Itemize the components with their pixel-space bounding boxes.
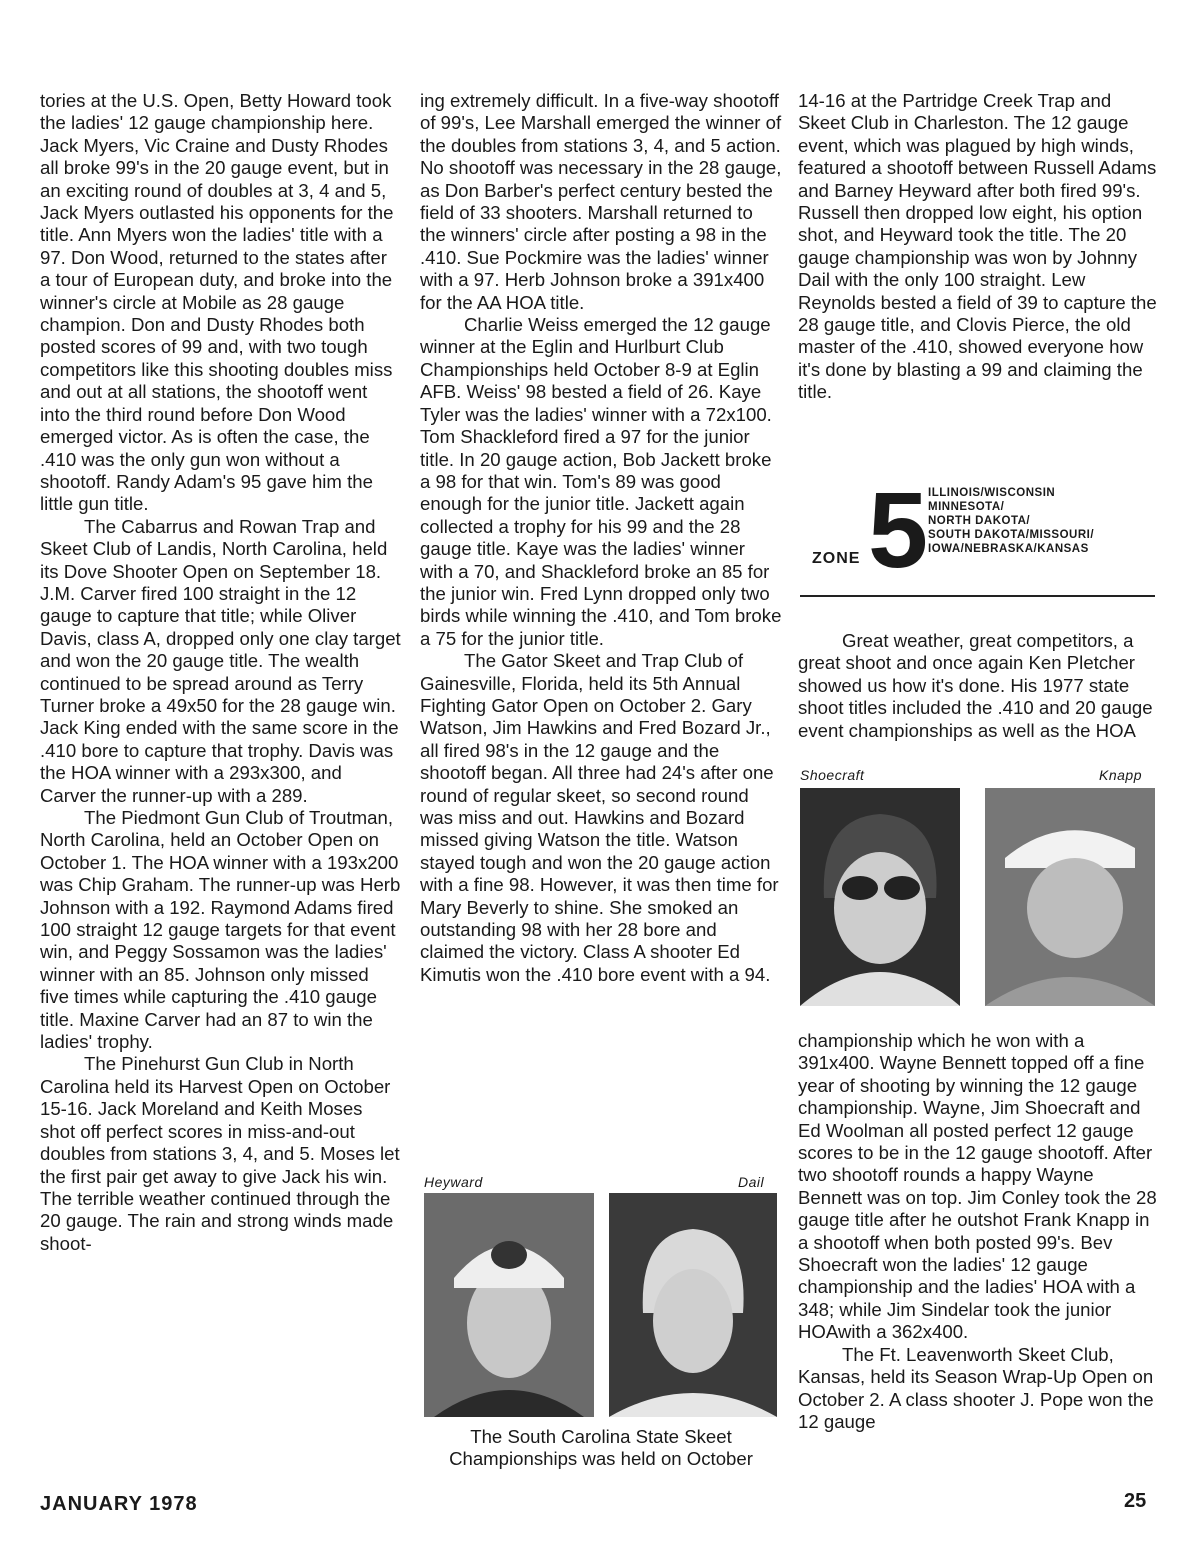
- photo-caption-sc: The South Carolina State Skeet Championships was held on October: [449, 1426, 753, 1470]
- paragraph: championship which he won with a 391x400. Wayne Bennett topped off a fine year of shooting by winning the 12 gauge championship. Wayne, Jim Shoecraft and Ed Woolman all posted perfect 12 gauge scores to be in the 12 gauge shootoff. After two shootoff rounds a happy Wayne Bennett was on top. Jim Conley took the 28 gauge title after he outshot Frank Knapp in a shootoff when both posted 99's. Bev Shoecraft won the ladies' 12 gauge championship and the ladies' HOA with a 348; while Jim Sindelar took the junior HOAwith a 362x400.: [798, 1030, 1157, 1343]
- paragraph: The Gator Skeet and Trap Club of Gainesville, Florida, held its 5th Annual Fighting Gator Open on October 2. Gary Watson, Jim Hawkins and Fred Bozard Jr., all fired 98's in the 12 gauge and the shootoff began. All three had 24's after one round of regular skeet, so second round was miss and out. Hawkins and Bozard missed giving Watson the title. Watson stayed tough and won the 20 gauge action with a fine 98. However, it was then time for Mary Beverly to shine. She smoked an outstanding 98 with her 28 bore and claimed the victory. Class A shooter Ed Kimutis won the .410 bore event with a 94.: [420, 650, 779, 985]
- column-3-bottom: [798, 1030, 1160, 1433]
- zone-state-line: SOUTH DAKOTA/MISSOURI/: [928, 529, 1095, 541]
- zone-state-line: ILLINOIS/WISCONSIN: [928, 487, 1056, 499]
- photo-label-shoecraft: Shoecraft: [800, 767, 865, 783]
- column-1: [40, 90, 402, 1255]
- column-3-mid: [798, 630, 1160, 742]
- zone-word: ZONE: [812, 550, 861, 567]
- photo-label-knapp: Knapp: [1099, 767, 1142, 783]
- zone-state-line: MINNESOTA/: [928, 501, 1005, 513]
- zone-states: [928, 486, 1094, 556]
- issue-date: JANUARY 1978: [40, 1493, 198, 1515]
- column-3-top: [798, 90, 1160, 404]
- paragraph: The Piedmont Gun Club of Troutman, North Carolina, held an October Open on October 1. The HOA winner with a 193x200 was Chip Graham. The runner-up was Herb Johnson with a 192. Raymond Adams fired 100 straight 12 gauge targets for that event win, and Peggy Sossamon was the ladies' winner with an 85. Johnson only missed five times while capturing the .410 gauge title. Maxine Carver had an 87 to win the ladies' trophy.: [40, 807, 401, 1053]
- zone-state-line: IOWA/NEBRASKA/KANSAS: [928, 543, 1089, 555]
- zone-banner: [800, 469, 1155, 592]
- page-number: 25: [1124, 1490, 1147, 1512]
- photo-label-heyward: Heyward: [424, 1174, 483, 1190]
- zone-number: 5: [868, 469, 929, 590]
- portrait-knapp: [985, 788, 1155, 1006]
- photo-label-dail: Dail: [738, 1174, 765, 1190]
- portrait-heyward: [424, 1193, 594, 1417]
- portrait-dail: [609, 1193, 777, 1417]
- paragraph: The Ft. Leavenworth Skeet Club, Kansas, held its Season Wrap-Up Open on October 2. A class shooter J. Pope won the 12 gauge: [798, 1343, 1154, 1432]
- portrait-shoecraft: [800, 788, 960, 1006]
- paragraph: 14-16 at the Partridge Creek Trap and Skeet Club in Charleston. The 12 gauge event, which was plagued by high winds, featured a shootoff between Russell Adams and Barney Heyward after both fired 99's. Russell then dropped low eight, his option shot, and Heyward took the title. The 20 gauge championship was won by Johnny Dail with the only 100 straight. Lew Reynolds bested a field of 39 to capture the 28 gauge title, and Clovis Pierce, the old master of the .410, showed everyone how it's done by blasting a 99 and claiming the title.: [798, 90, 1157, 403]
- paragraph: ing extremely difficult. In a five-way shootoff of 99's, Lee Marshall emerged the winner of the doubles from stations 3, 4, and 5 action. No shootoff was necessary in the 28 gauge, as Don Barber's perfect century bested the field of 33 shooters. Marshall returned to the winners' circle after posting a 98 in the .410. Sue Pockmire was the ladies' winner with a 97. Herb Johnson broke a 391x400 for the AA HOA title.: [420, 90, 782, 313]
- paragraph: tories at the U.S. Open, Betty Howard took the ladies' 12 gauge championship here. Jack Myers, Vic Craine and Dusty Rhodes all broke 99's in the 20 gauge event, but in an exciting round of doubles at 3, 4 and 5, Jack Myers outlasted his opponents for the title. Ann Myers won the ladies' title with a 97. Don Wood, returned to the states after a tour of European duty, and broke into the winner's circle at Mobile as 28 gauge champion. Don and Dusty Rhodes both posted scores of 99 and, with two tough competitors like this shooting doubles miss and out at all stations, the shootoff went into the third round before Don Wood emerged victor. As is often the case, the .410 was the only gun won without a shootoff. Randy Adam's 95 gave him the little gun title.: [40, 90, 394, 515]
- zone-state-line: NORTH DAKOTA/: [928, 515, 1031, 527]
- photo-heyward: [424, 1193, 594, 1417]
- photo-shoecraft: [800, 788, 960, 1006]
- photo-dail: [609, 1193, 777, 1417]
- paragraph: Charlie Weiss emerged the 12 gauge winner at the Eglin and Hurlburt Club Championships held October 8-9 at Eglin AFB. Weiss' 98 bested a field of 26. Kaye Tyler was the ladies' winner with a 72x100. Tom Shackleford fired a 97 for the junior title. In 20 gauge action, Bob Jackett broke a 98 for that win. Tom's 89 was good enough for the junior title. Jackett again collected a trophy for his 99 and the 28 gauge title. Kaye was the ladies' winner with a 70, and Shackleford broke an 85 for the junior win. Fred Lynn dropped only two birds while winning the .410, and Tom broke a 75 for the junior title.: [420, 314, 782, 649]
- paragraph: The Cabarrus and Rowan Trap and Skeet Club of Landis, North Carolina, held its Dove Shooter Open on September 18. J.M. Carver fired 100 straight in the 12 gauge to capture that title; while Oliver Davis, class A, dropped only one clay target and won the 20 gauge title. The wealth continued to be spread around as Terry Turner broke a 49x50 for the 28 gauge win. Jack King ended with the same score in the .410 bore to capture that trophy. Davis was the HOA winner with a 293x300, and Carver the runner-up with a 289.: [40, 515, 401, 806]
- zone-divider: [800, 595, 1155, 597]
- paragraph: Great weather, great competitors, a great shoot and once again Ken Pletcher showed us how it's done. His 1977 state shoot titles included the .410 and 20 gauge event championships as well as the HOA: [798, 630, 1153, 741]
- paragraph: The Pinehurst Gun Club in North Carolina held its Harvest Open on October 15-16. Jack Moreland and Keith Moses shot off perfect scores in miss-and-out doubles from stations 3, 4, and 5. Moses let the first pair get away to give Jack his win. The terrible weather continued through the 20 gauge. The rain and strong winds made shoot-: [40, 1053, 400, 1254]
- photo-knapp: [985, 788, 1155, 1006]
- column-2: [420, 90, 782, 986]
